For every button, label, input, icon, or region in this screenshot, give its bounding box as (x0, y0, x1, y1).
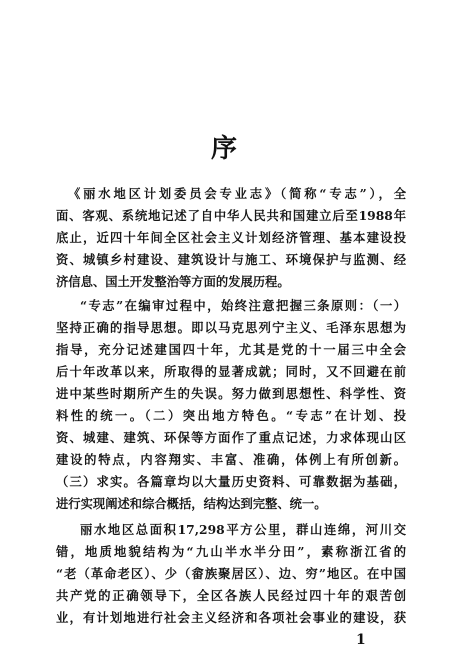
text-line: 建设的特点，内容翔实、丰富、准确，体例上有所创新。 (56, 452, 406, 467)
text-line: 后十年改革以来，所取得的显著成就；同时，又不回避在前 (56, 364, 406, 379)
text-line: 济信息、国土开发整治等方面的发展历程。 (56, 274, 290, 289)
text-line: 错，地质地貌结构为“九山半水半分田”，素称浙江省的 (56, 544, 406, 559)
text-line: 坚持正确的指导思想。即以马克思列宁主义、毛泽东思想为 (56, 320, 406, 335)
text-line: 共产党的正确领导下，全区各族人民经过四十年的艰苦创 (56, 588, 406, 603)
text-line: 进行实现阐述和综合概括，结构达到完整、统一。 (56, 496, 327, 511)
text-line: 指导，充分记述建国四十年，尤其是党的十一届三中全会 (56, 342, 406, 357)
text-line: 面、客观、系统地记述了自中华人民共和国建立后至1988年 (56, 208, 406, 223)
text-line: 资、城建、建筑、环保等方面作了重点记述，力求体现山区 (56, 430, 406, 445)
text-line: 丽水地区总面积17,298平方公里，群山连绵，河川交 (80, 522, 406, 537)
text-line: 业，有计划地进行社会主义经济和各项社会事业的建设，获 (56, 610, 406, 625)
text-line: “老（革命老区）、少（畲族聚居区）、边、穷”地区。在中国 (56, 566, 406, 581)
page-title: 序 (210, 134, 239, 164)
text-line: （三）求实。各篇章均以大量历史资料、可靠数据为基础， (56, 474, 406, 489)
text-line: 料性的统一。（二）突出地方特色。“专志”在计划、投 (56, 408, 406, 423)
text-line: 底止，近四十年间全区社会主义计划经济管理、基本建设投 (56, 230, 406, 245)
text-line: “专志”在编审过程中，始终注意把握三条原则：（一） (80, 298, 406, 313)
page-number: 1 (356, 632, 366, 648)
text-line: 资、城镇乡村建设、建筑设计与施工、环境保护与监测、经 (56, 252, 406, 267)
text-line: 进中某些时期所产生的失误。努力做到思想性、科学性、资 (56, 386, 406, 401)
text-line: 《丽水地区计划委员会专业志》（简称“专志”），全 (68, 186, 406, 201)
